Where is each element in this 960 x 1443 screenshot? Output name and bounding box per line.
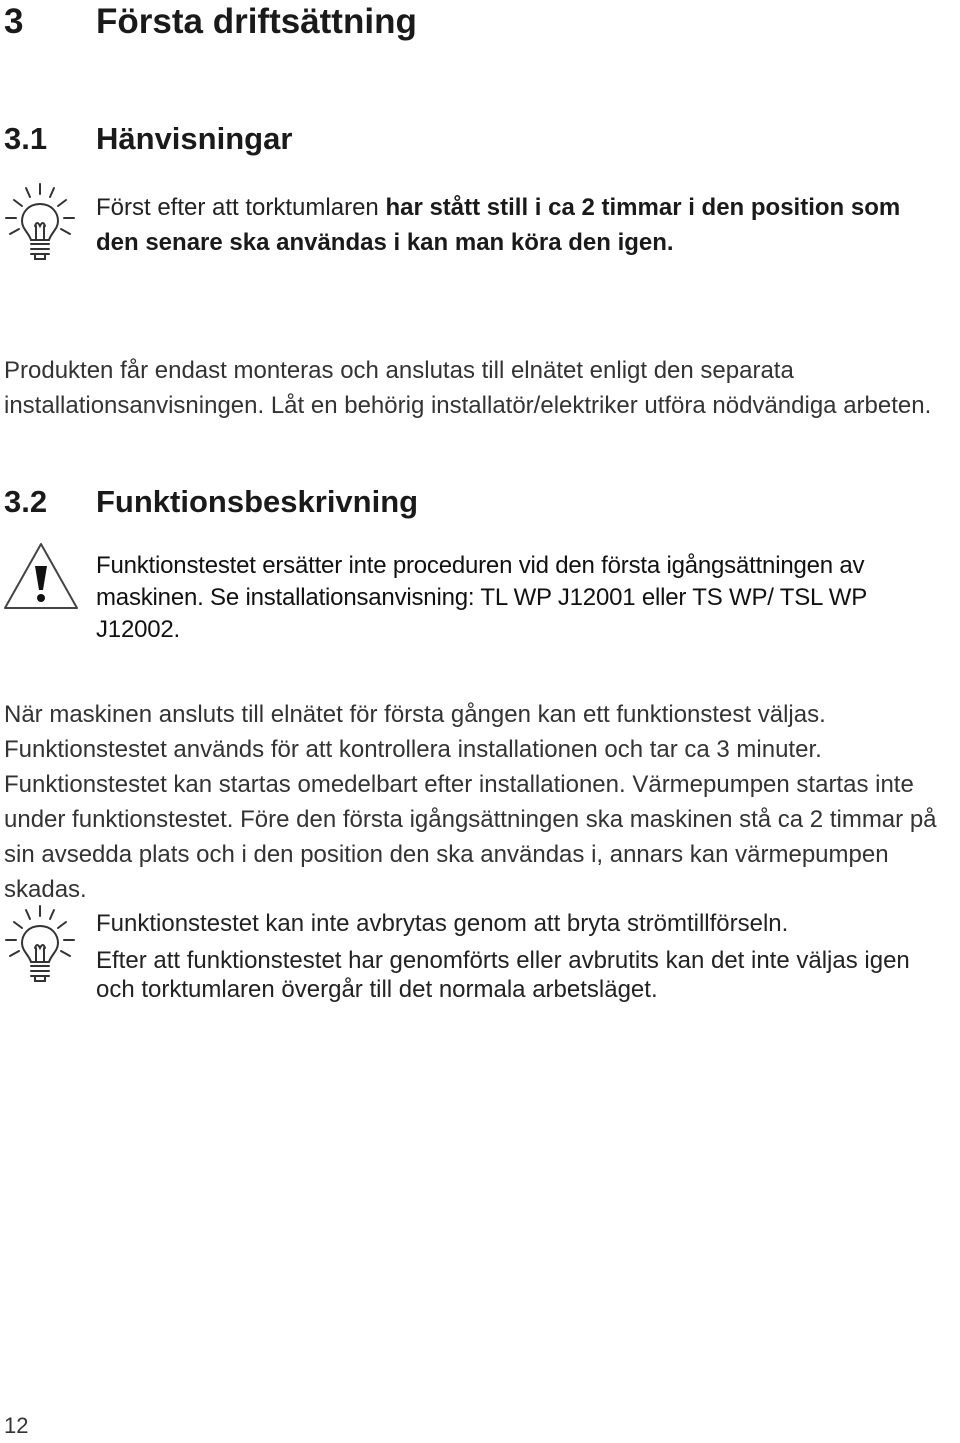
chapter-number: 3 <box>4 2 24 41</box>
warning-triangle-icon <box>2 540 80 612</box>
page-number: 12 <box>4 1413 29 1438</box>
lightbulb-tip-icon <box>4 182 76 264</box>
section-number-3-1: 3.1 <box>4 121 48 156</box>
section-title-funktionsbeskrivning: Funktionsbeskrivning <box>96 484 419 519</box>
tip-line-1: Funktionstestet kan inte avbrytas genom att bryta strömtillförseln. <box>96 910 789 937</box>
function-test-paragraph: När maskinen ansluts till elnätet för första gången kan ett funktionstest väljas. Funktionstestet används för att kontrollera installationen och tar ca 3 minuter. Funktionstestet kan startas omedelbart efter installationen. Värmepumpen startas inte under funktionstestet. Före den första igångsättningen ska maskinen stå ca 2 timmar på sin avsedda plats och i den position den ska användas i, annars kan värmepumpen skadas. <box>4 701 937 903</box>
tip-text-normal: Först efter att torktumlaren <box>96 194 386 221</box>
lightbulb-tip-icon <box>4 904 76 986</box>
warning-text: Funktionstestet ersätter inte proceduren vid den första igångsättningen av maskinen. Se installationsanvisning: TL WP J12001 eller TS WP/ TSL WP J12002. <box>96 552 867 643</box>
section-title-hanvisningar: Hänvisningar <box>96 121 293 156</box>
tip-line-2: Efter att funktionstestet har genomförts eller avbrutits kan det inte väljas igen och torktumlaren övergår till det normala arbetsläget. <box>96 947 910 1003</box>
tip-text-bold: har stått still i ca 2 timmar i den position som den senare ska användas i kan man köra den igen. <box>96 194 901 256</box>
chapter-title: Första driftsättning <box>96 2 417 41</box>
chapter-heading <box>4 0 417 44</box>
tip-text-1 <box>96 190 946 260</box>
section-number-3-2: 3.2 <box>4 484 48 519</box>
installation-paragraph: Produkten får endast monteras och anslutas till elnätet enligt den separata installationsanvisningen. Låt en behörig installatör/elektriker utföra nödvändiga arbeten. <box>4 357 932 419</box>
